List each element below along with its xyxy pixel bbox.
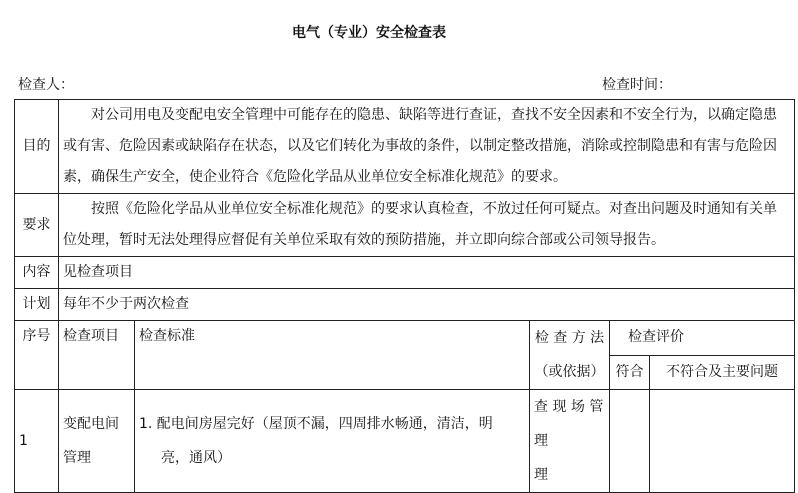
plan-text: 每年不少于两次检查	[59, 289, 795, 321]
row-standard-line1: 1. 配电间房屋完好（屋顶不漏，四周排水畅通，清洁，明	[139, 416, 493, 432]
item-header: 检查项目	[59, 321, 135, 390]
row-item-line2: 管理	[63, 450, 91, 466]
form-title: 电气（专业）安全检查表	[292, 25, 446, 41]
content-text: 见检查项目	[59, 257, 795, 289]
method-header-line2: （或依据）	[534, 364, 605, 380]
inspector-label: 检查人：	[18, 77, 74, 93]
nonconform-header: 不符合及主要问题	[650, 355, 795, 390]
purpose-row	[15, 100, 795, 194]
row-standard	[135, 390, 530, 493]
plan-row	[15, 289, 795, 321]
requirement-text: 按照《危险化学品从业单位安全标准化规范》的要求认真检查，不放过任何可疑点。对查出问题及时通知有关单位处理，暂时无法处理得应督促有关单位采取有效的预防措施，并立即向综合部或公司领导报告。	[59, 194, 795, 257]
method-header	[530, 321, 610, 390]
row-method-line2: 理	[534, 467, 548, 483]
standard-header: 检查标准	[135, 321, 530, 390]
requirement-row	[15, 194, 795, 257]
content-row	[15, 257, 795, 289]
row-conform-cell[interactable]	[610, 390, 650, 493]
evaluation-header: 检查评价	[610, 321, 795, 356]
row-item-line1: 变配电间	[63, 416, 119, 432]
row-nonconform-cell[interactable]	[650, 390, 795, 493]
purpose-label: 目的	[15, 100, 59, 194]
inspection-table	[14, 99, 795, 493]
column-header-row	[15, 321, 795, 356]
content-label: 内容	[15, 257, 59, 289]
seq-header: 序号	[15, 321, 59, 390]
requirement-label: 要求	[15, 194, 59, 257]
row-method-line1: 查 现 场 管 理	[534, 399, 604, 449]
conform-header: 符合	[610, 355, 650, 390]
method-header-line1: 检 查 方 法	[534, 330, 605, 346]
table-row	[15, 390, 795, 493]
row-item	[59, 390, 135, 493]
row-standard-line2: 亮，通风）	[161, 450, 231, 466]
row-seq: 1	[15, 390, 59, 493]
purpose-text: 对公司用电及变配电安全管理中可能存在的隐患、缺陷等进行查证，查找不安全因素和不安全行为，以确定隐患或有害、危险因素或缺陷存在状态，以及它们转化为事故的条件，以制定整改措施，消除或控制隐患和有害与危险因素，确保生产安全，使企业符合《危险化学品从业单位安全标准化规范》的要求。	[59, 100, 795, 194]
row-method	[530, 390, 610, 493]
inspection-time-label: 检查时间：	[602, 77, 672, 93]
plan-label: 计划	[15, 289, 59, 321]
